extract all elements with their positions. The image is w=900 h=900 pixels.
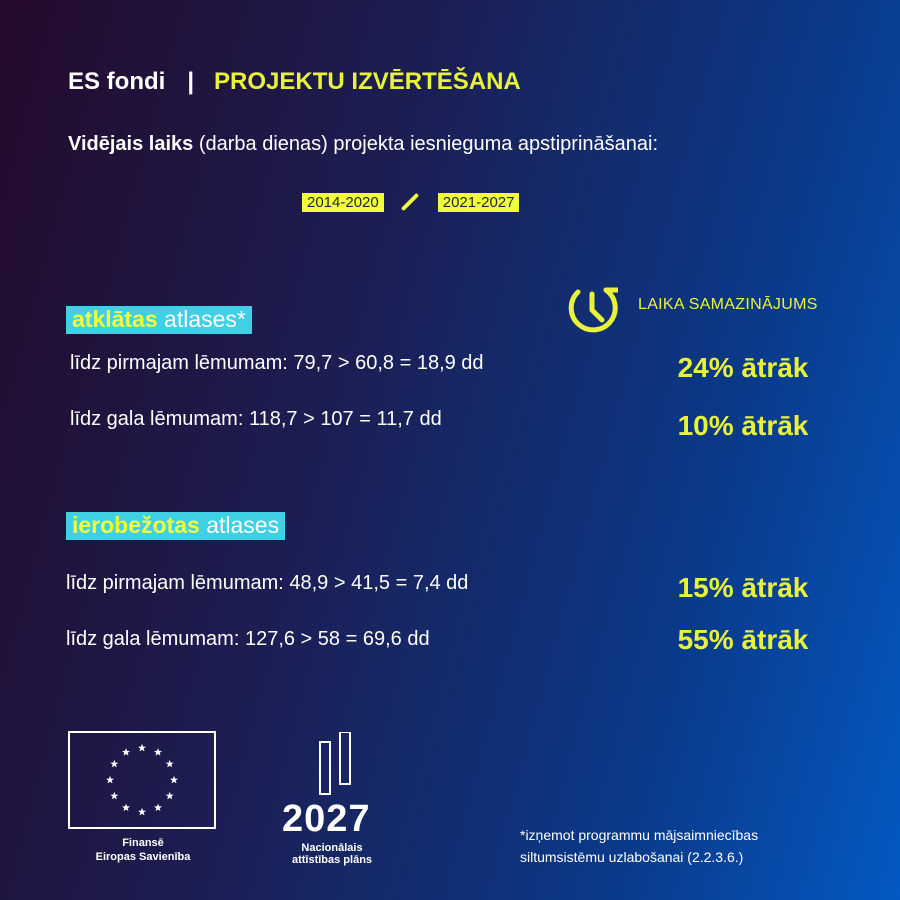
eu-star: [138, 808, 146, 816]
row-percent: 24% ātrāk: [677, 352, 809, 383]
nap-caption: [277, 842, 387, 866]
footnote-line1: *izņemot programmu mājsaimniecības: [520, 827, 759, 843]
eu-star: [110, 792, 118, 800]
eu-star: [170, 776, 178, 784]
period-new: 2021-2027: [438, 193, 520, 212]
eu-star: [122, 748, 130, 756]
subtitle: [68, 133, 658, 156]
eu-flag-logo: [68, 731, 216, 829]
section-title-bold: ierobežotas: [72, 512, 200, 538]
eu-star: [110, 760, 118, 768]
clock-icon: [566, 282, 618, 334]
eu-star: [166, 792, 174, 800]
eu-star: [166, 760, 174, 768]
header-brand: ES fondi: [68, 68, 166, 95]
row-percent: 15% ātrāk: [677, 572, 809, 603]
header-separator: |: [187, 68, 195, 95]
row-text: līdz gala lēmumam: 127,6 > 58 = 69,6 dd: [66, 628, 430, 650]
eu-star: [154, 748, 162, 756]
row-text: līdz pirmajam lēmumam: 79,7 > 60,8 = 18,9 dd: [70, 352, 484, 374]
nap-year: 2027: [282, 798, 371, 840]
legend-label: LAIKA SAMAZINĀJUMS: [638, 296, 818, 313]
section-title-rest: atlases*: [157, 306, 246, 332]
header-title: PROJEKTU IZVĒRTĒŠANA: [214, 68, 521, 95]
eu-caption-line2: Eiropas Savienība: [95, 851, 191, 863]
eu-caption-line1: Finansē: [122, 837, 164, 849]
eu-stars-icon: [70, 733, 214, 827]
nap-caption-line2: attīstības plāns: [291, 854, 373, 866]
row-text: līdz gala lēmumam: 118,7 > 107 = 11,7 dd: [70, 408, 442, 430]
eu-star: [154, 804, 162, 812]
eu-star: [106, 776, 114, 784]
row-percent: 55% ātrāk: [677, 624, 809, 655]
row-text: līdz pirmajam lēmumam: 48,9 > 41,5 = 7,4 dd: [66, 572, 469, 594]
period-old: 2014-2020: [302, 193, 384, 212]
eu-star: [122, 804, 130, 812]
eu-star: [138, 744, 146, 752]
row-percent: 10% ātrāk: [677, 410, 809, 441]
subtitle-bold: Vidējais laiks: [68, 133, 194, 155]
nap-bars-icon: [282, 732, 392, 802]
subtitle-rest: (darba dienas) projekta iesnieguma apstiprināšanai:: [193, 133, 658, 155]
section-title-limited-calls: [66, 512, 285, 539]
period-comparison: [302, 191, 519, 213]
section-title-rest: atlases: [199, 512, 280, 538]
footnote-line2: siltumsistēmu uzlabošanai (2.2.3.6.): [520, 849, 744, 865]
eu-caption: [68, 836, 218, 864]
slash-divider: [401, 193, 419, 211]
header: [68, 68, 521, 96]
section-title-open-calls: [66, 306, 252, 333]
nap-caption-line1: Nacionālais: [301, 842, 363, 854]
footnote: [520, 824, 758, 868]
section-title-bold: atklātas: [72, 306, 158, 332]
